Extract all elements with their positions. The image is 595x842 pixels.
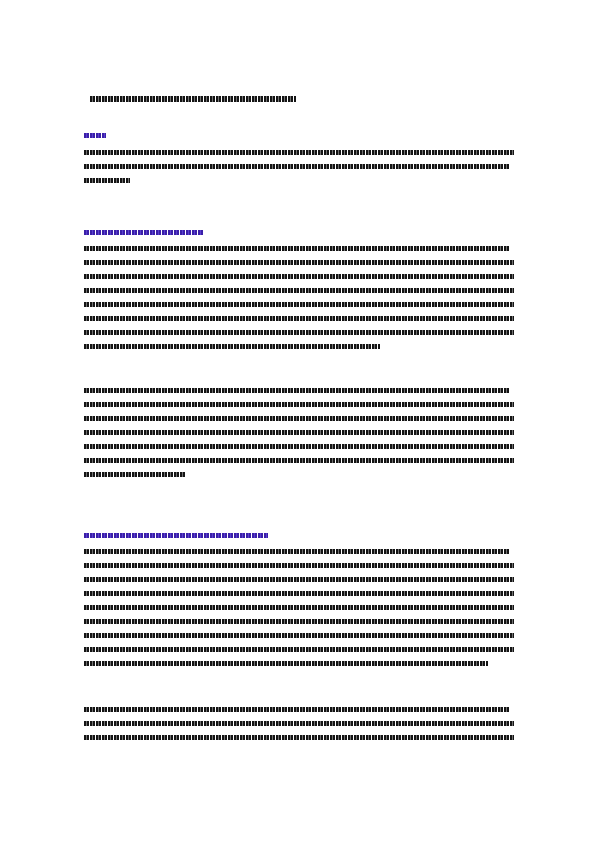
- text-line: [84, 326, 514, 340]
- text-line: [84, 284, 514, 298]
- document-title-text: [90, 93, 296, 107]
- text-line: [84, 146, 514, 160]
- text-line: [84, 629, 514, 643]
- text-line: [84, 340, 380, 354]
- text-line: [84, 615, 514, 629]
- section-2-paragraph-2: [84, 384, 514, 482]
- text-line: [84, 573, 514, 587]
- section-1-paragraph-1: [84, 146, 514, 188]
- text-line: [84, 412, 514, 426]
- document-title: [90, 93, 296, 107]
- text-line: [84, 160, 510, 174]
- text-line: [84, 398, 514, 412]
- text-line: [84, 587, 514, 601]
- section-1-heading: [84, 129, 106, 143]
- section-3-paragraph-1: [84, 545, 514, 671]
- text-line: [84, 270, 514, 284]
- section-3-heading: [84, 529, 268, 543]
- section-3-paragraph-2: [84, 703, 514, 745]
- text-line: [84, 312, 514, 326]
- text-line: [84, 731, 514, 745]
- text-line: [84, 545, 510, 559]
- text-line: [84, 440, 514, 454]
- text-line: [84, 298, 514, 312]
- text-line: [84, 657, 488, 671]
- text-line: [84, 703, 510, 717]
- text-line: [84, 256, 514, 270]
- text-line: [84, 454, 514, 468]
- text-line: [84, 559, 514, 573]
- text-line: [84, 643, 514, 657]
- text-line: [84, 242, 510, 256]
- section-2-paragraph-1: [84, 242, 514, 354]
- text-line: [84, 717, 514, 731]
- section-2-heading: [84, 226, 204, 240]
- text-line: [84, 384, 510, 398]
- text-line: [84, 174, 130, 188]
- text-line: [84, 426, 514, 440]
- text-line: [84, 601, 514, 615]
- text-line: [84, 468, 186, 482]
